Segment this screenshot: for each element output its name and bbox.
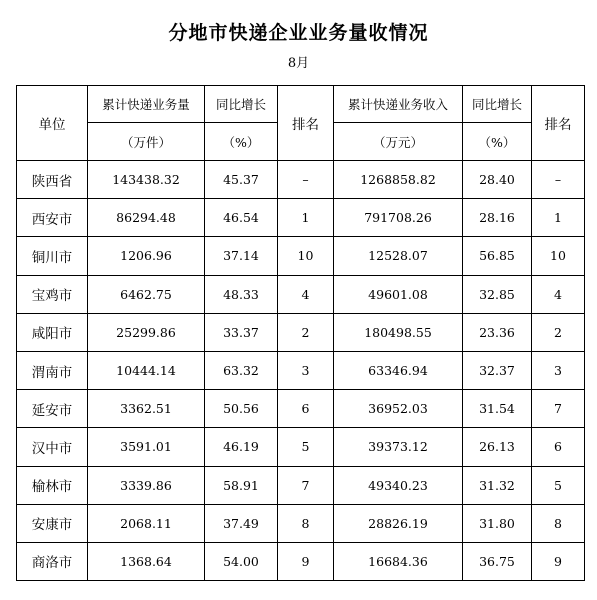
cell-revenue-rank: 8 [532,504,585,542]
cell-volume-rank: 6 [278,390,334,428]
cell-volume: 25299.86 [88,313,205,351]
table-row [17,504,585,542]
cell-unit: 陕西省 [17,161,88,199]
cell-revenue-growth: 26.13 [463,428,532,466]
cell-revenue-growth: 31.80 [463,504,532,542]
cell-revenue-growth: 31.54 [463,390,532,428]
express-stats-table [16,85,585,581]
page-subtitle: 8月 [287,56,310,71]
cell-volume: 1368.64 [88,542,205,580]
header-revenue-growth-unit: （%） [463,123,532,161]
header-revenue: 累计快递业务收入 [334,86,463,123]
table-row [17,313,585,351]
cell-revenue-growth: 56.85 [463,237,532,275]
cell-volume-rank: 2 [278,313,334,351]
header-unit: 单位 [17,86,88,161]
cell-revenue-rank: 3 [532,351,585,389]
cell-revenue-growth: 32.85 [463,275,532,313]
cell-revenue: 28826.19 [334,504,463,542]
cell-volume-growth: 63.32 [205,351,278,389]
cell-revenue-rank: 6 [532,428,585,466]
cell-revenue: 12528.07 [334,237,463,275]
cell-revenue-growth: 31.32 [463,466,532,504]
cell-revenue-rank: 4 [532,275,585,313]
cell-volume-rank: 5 [278,428,334,466]
cell-unit: 宝鸡市 [17,275,88,313]
cell-volume: 86294.48 [88,199,205,237]
cell-volume-growth: 37.49 [205,504,278,542]
table-row [17,237,585,275]
cell-revenue-growth: 23.36 [463,313,532,351]
cell-volume-growth: 48.33 [205,275,278,313]
page-title: 分地市快递企业业务量收情况 [168,22,429,44]
table-row [17,542,585,580]
cell-volume-growth: 46.19 [205,428,278,466]
cell-revenue: 791708.26 [334,199,463,237]
table-row [17,390,585,428]
cell-unit: 汉中市 [17,428,88,466]
cell-unit: 商洛市 [17,542,88,580]
header-revenue-growth: 同比增长 [463,86,532,123]
header-revenue-unit: （万元） [334,123,463,161]
table-row [17,275,585,313]
cell-unit: 西安市 [17,199,88,237]
cell-revenue-growth: 36.75 [463,542,532,580]
cell-revenue-growth: 28.16 [463,199,532,237]
cell-unit: 铜川市 [17,237,88,275]
cell-revenue-growth: 28.40 [463,161,532,199]
cell-unit: 咸阳市 [17,313,88,351]
cell-volume: 6462.75 [88,275,205,313]
cell-revenue-growth: 32.37 [463,351,532,389]
cell-revenue-rank: – [532,161,585,199]
cell-volume-rank: 1 [278,199,334,237]
cell-revenue: 49601.08 [334,275,463,313]
header-volume-growth: 同比增长 [205,86,278,123]
header-volume-unit: （万件） [88,123,205,161]
cell-volume: 3362.51 [88,390,205,428]
cell-volume: 3591.01 [88,428,205,466]
cell-revenue-rank: 9 [532,542,585,580]
cell-revenue: 1268858.82 [334,161,463,199]
cell-volume-growth: 45.37 [205,161,278,199]
cell-volume: 143438.32 [88,161,205,199]
cell-revenue: 49340.23 [334,466,463,504]
cell-volume-growth: 54.00 [205,542,278,580]
cell-revenue-rank: 10 [532,237,585,275]
cell-volume: 3339.86 [88,466,205,504]
header-volume-growth-unit: （%） [205,123,278,161]
cell-volume-growth: 58.91 [205,466,278,504]
cell-volume-growth: 37.14 [205,237,278,275]
cell-volume-rank: 9 [278,542,334,580]
header-volume: 累计快递业务量 [88,86,205,123]
cell-volume: 2068.11 [88,504,205,542]
header-volume-rank: 排名 [278,86,334,161]
cell-volume-rank: 4 [278,275,334,313]
cell-volume-growth: 50.56 [205,390,278,428]
table-row [17,466,585,504]
cell-unit: 安康市 [17,504,88,542]
cell-revenue: 16684.36 [334,542,463,580]
cell-volume: 10444.14 [88,351,205,389]
cell-revenue: 180498.55 [334,313,463,351]
cell-unit: 榆林市 [17,466,88,504]
cell-revenue: 63346.94 [334,351,463,389]
header-row-1 [17,86,585,123]
cell-unit: 延安市 [17,390,88,428]
cell-revenue-rank: 2 [532,313,585,351]
cell-volume-growth: 33.37 [205,313,278,351]
cell-revenue-rank: 5 [532,466,585,504]
cell-revenue-rank: 1 [532,199,585,237]
cell-revenue: 36952.03 [334,390,463,428]
cell-volume-rank: 10 [278,237,334,275]
cell-revenue-rank: 7 [532,390,585,428]
cell-revenue: 39373.12 [334,428,463,466]
cell-volume-rank: 8 [278,504,334,542]
table-row [17,351,585,389]
cell-volume-rank: – [278,161,334,199]
table-row [17,161,585,199]
cell-volume: 1206.96 [88,237,205,275]
cell-volume-rank: 3 [278,351,334,389]
cell-volume-growth: 46.54 [205,199,278,237]
table-row [17,428,585,466]
header-revenue-rank: 排名 [532,86,585,161]
cell-volume-rank: 7 [278,466,334,504]
table-row [17,199,585,237]
cell-unit: 渭南市 [17,351,88,389]
